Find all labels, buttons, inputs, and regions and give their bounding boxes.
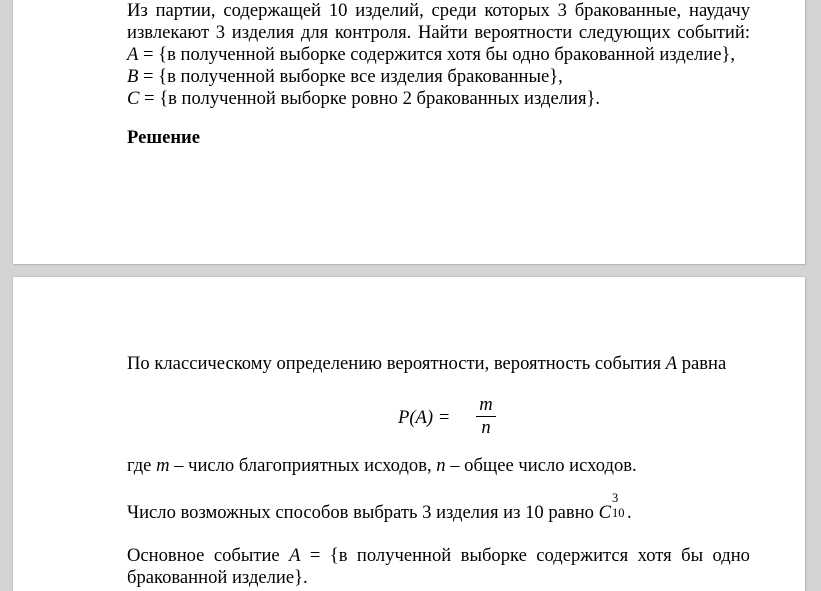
main-event-variable: A — [289, 545, 301, 566]
formula-numerator: m — [479, 394, 493, 415]
definition-tail: равна — [677, 353, 727, 374]
event-b-text: = {в полученной выборке все изделия бракованные}, — [138, 66, 563, 87]
where-mid: – число благоприятных исходов, — [169, 455, 437, 476]
definition-text: По классическому определению вероятности, вероятность события — [127, 353, 666, 374]
count-tail: . — [627, 502, 632, 523]
combination-subscript: 10 — [612, 506, 625, 520]
formula-fraction — [476, 395, 496, 439]
definition-line — [127, 353, 750, 375]
where-line — [127, 455, 750, 477]
count-paragraph — [127, 491, 750, 523]
event-a-variable: A — [127, 44, 139, 65]
where-paragraph — [127, 455, 750, 477]
where-tail: – общее число исходов. — [445, 455, 637, 476]
main-event-prefix: Основное событие — [127, 545, 290, 566]
combination-indices — [611, 491, 627, 520]
problem-line-1: Из партии, содержащей 10 изделий, среди которых 3 бракованные, наудачу — [127, 0, 750, 21]
page-1 — [13, 0, 805, 264]
formula-lhs: P(A) = — [398, 407, 451, 428]
event-a-text: = {в полученной выборке содержится хотя бы одно бракованной изделие}, — [138, 44, 736, 65]
event-a-definition — [127, 44, 750, 66]
count-line — [127, 491, 750, 523]
where-prefix: где — [127, 455, 157, 476]
event-b-definition — [127, 66, 750, 88]
definition-variable: A — [665, 353, 678, 374]
event-c-text: = {в полученной выборке ровно 2 бракованных изделия}. — [139, 88, 601, 109]
page-2 — [13, 277, 805, 591]
count-text: Число возможных способов выбрать 3 изделия из 10 равно — [127, 502, 599, 523]
combination-superscript: 3 — [612, 491, 619, 505]
definition-paragraph — [127, 353, 750, 375]
where-n-variable: n — [436, 455, 446, 476]
main-event-paragraph — [127, 545, 750, 589]
main-event-line-1 — [127, 545, 750, 567]
where-m-variable: m — [156, 455, 170, 476]
solution-heading: Решение — [127, 127, 200, 148]
event-c-definition — [127, 88, 750, 110]
formula-denominator: n — [481, 417, 491, 438]
main-event-line-2: бракованной изделие}. — [127, 567, 308, 588]
combination-symbol: C — [598, 502, 611, 523]
problem-line-2: извлекают 3 изделия для контроля. Найти вероятности следующих событий: — [127, 22, 750, 43]
event-c-variable: C — [127, 88, 140, 109]
event-b-variable: B — [127, 66, 139, 87]
main-event-text: = {в полученной выборке содержится хотя бы одно — [300, 545, 750, 566]
problem-statement — [127, 0, 750, 110]
